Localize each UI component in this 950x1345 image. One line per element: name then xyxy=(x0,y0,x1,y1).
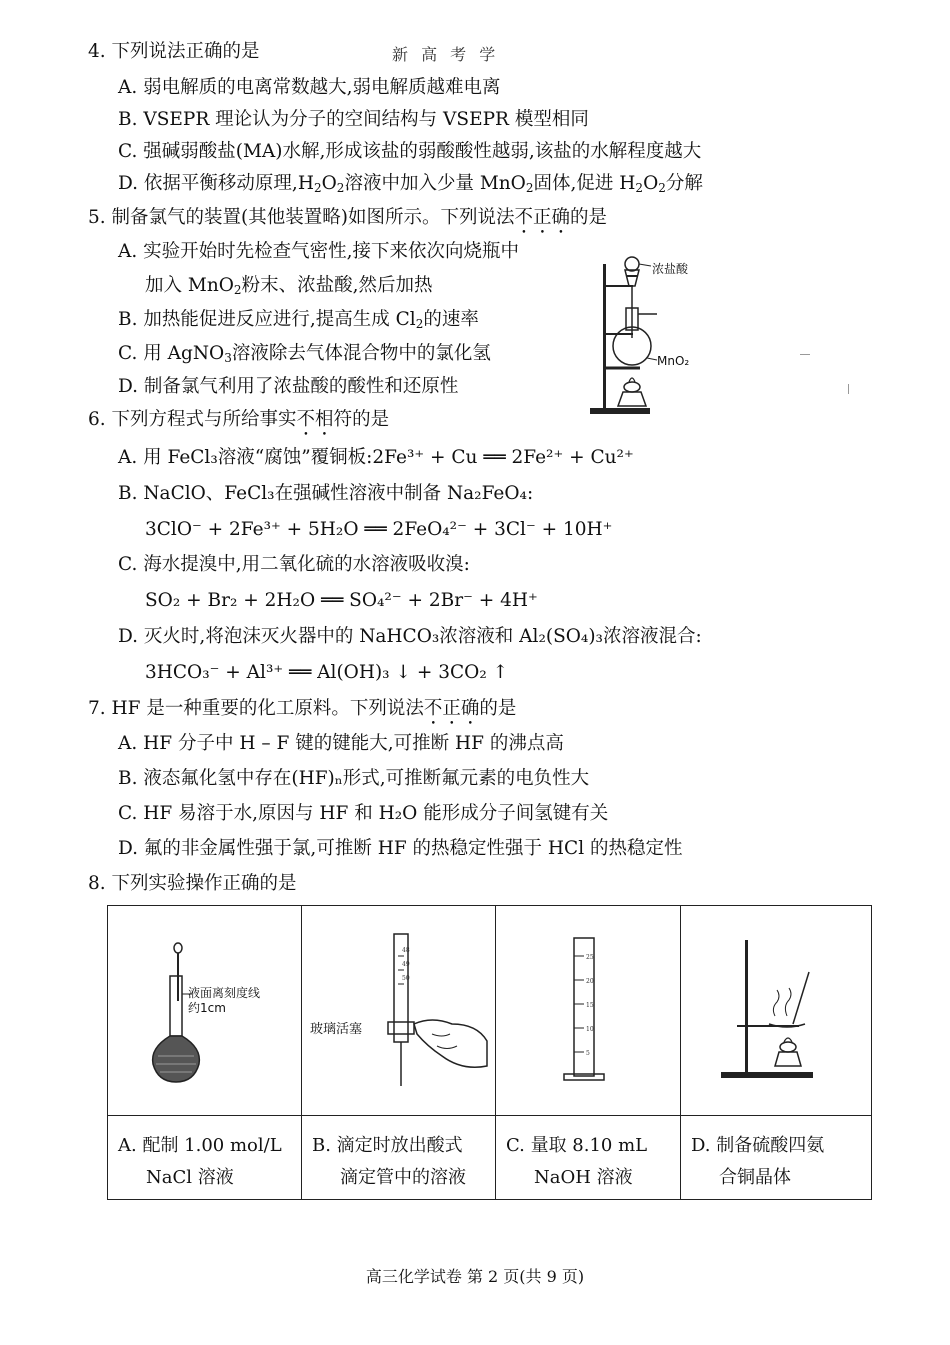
q5-option-a-line1: A. 实验开始时先检查气密性,接下来依次向烧瓶中 xyxy=(118,241,520,262)
q4-stem: 4. 下列说法正确的是 xyxy=(88,41,260,62)
q8-option-c-caption xyxy=(496,1115,681,1199)
q8-option-a-caption xyxy=(108,1115,302,1199)
q5-stem: 5. 制备氯气的装置(其他装置略)如图所示。下列说法不正确的是 xyxy=(88,207,607,228)
q6-option-d-equation: 3HCO₃⁻ + Al³⁺ ══ Al(OH)₃ ↓ + 3CO₂ ↑ xyxy=(145,662,509,683)
q8-option-b-caption xyxy=(302,1115,496,1199)
q8-figure-d-cell xyxy=(681,906,872,1116)
q5-option-a-line2: 加入 MnO$_2$粉末、浓盐酸,然后加热 xyxy=(145,275,433,297)
cylinder-tick-10: 10 xyxy=(586,1026,594,1033)
q8-c-caption-line2: NaOH 溶液 xyxy=(534,1166,633,1188)
q8-a-caption-line2: NaCl 溶液 xyxy=(146,1166,234,1188)
margin-mark xyxy=(800,354,810,355)
burette-tick-49: 49 xyxy=(402,961,410,968)
conc-hcl-label: 浓盐酸 xyxy=(652,262,689,276)
burette-tick-48: 48 xyxy=(402,947,410,954)
q4-option-b: B. VSEPR 理论认为分子的空间结构与 VSEPR 模型相同 xyxy=(118,109,589,130)
chlorine-apparatus-figure xyxy=(585,246,725,426)
q7-stem: 7. HF 是一种重要的化工原料。下列说法不正确的是 xyxy=(88,698,517,719)
cylinder-tick-15: 15 xyxy=(586,1002,594,1009)
q4-option-a: A. 弱电解质的电离常数越大,弱电解质越难电离 xyxy=(118,77,501,98)
cylinder-tick-20: 20 xyxy=(586,978,594,985)
margin-mark xyxy=(848,384,849,394)
graduated-cylinder-drawing xyxy=(496,906,680,1106)
q6-option-c: C. 海水提溴中,用二氧化硫的水溶液吸收溴: xyxy=(118,554,470,575)
q8-stem: 8. 下列实验操作正确的是 xyxy=(88,873,297,894)
q8-a-caption-line1: A. 配制 1.00 mol/L xyxy=(118,1134,282,1156)
q8-d-caption-line2: 合铜晶体 xyxy=(719,1166,791,1188)
q4-option-c: C. 强碱弱酸盐(MA)水解,形成该盐的弱酸酸性越弱,该盐的水解程度越大 xyxy=(118,141,702,162)
q7-option-b: B. 液态氟化氢中存在(HF)ₙ形式,可推断氟元素的电负性大 xyxy=(118,768,590,789)
q8-c-caption-line1: C. 量取 8.10 mL xyxy=(506,1134,648,1156)
q8-options-table xyxy=(107,905,872,1200)
q4-option-d: D. 依据平衡移动原理$,H_2O_2$溶液中加入少量 MnO$_2$固体,促进 $H_2O_2$分解 xyxy=(118,173,703,195)
stamp-text: 新 高 考 学 xyxy=(392,45,500,64)
glass-stopcock-label: 玻璃活塞 xyxy=(310,1022,363,1037)
page-footer: 高三化学试卷 第 2 页(共 9 页) xyxy=(365,1267,585,1286)
cylinder-tick-25: 25 xyxy=(586,954,594,961)
q6-option-a: A. 用 FeCl₃溶液“腐蚀”覆铜板:2Fe³⁺ + Cu ══ 2Fe²⁺ + Cu²⁺ xyxy=(118,447,634,468)
q5-option-c: C. 用 AgNO$_3$溶液除去气体混合物中的氯化氢 xyxy=(118,343,491,365)
cylinder-tick-5: 5 xyxy=(586,1050,590,1057)
burette-tick-50: 50 xyxy=(402,975,410,982)
q8-figure-a-cell xyxy=(108,906,302,1116)
q7-option-a: A. HF 分子中 H – F 键的键能大,可推断 HF 的沸点高 xyxy=(118,733,564,754)
q6-stem: 6. 下列方程式与所给事实不相符的是 xyxy=(88,409,390,430)
q6-option-c-equation: SO₂ + Br₂ + 2H₂O ══ SO₄²⁻ + 2Br⁻ + 4H⁺ xyxy=(145,590,538,611)
q8-d-caption-line1: D. 制备硫酸四氨 xyxy=(691,1134,825,1156)
q6-option-b-equation: 3ClO⁻ + 2Fe³⁺ + 5H₂O ══ 2FeO₄²⁻ + 3Cl⁻ + 10H⁺ xyxy=(145,519,613,540)
q8-b-caption-line1: B. 滴定时放出酸式 xyxy=(312,1134,463,1156)
q5-option-b: B. 加热能促进反应进行,提高生成 $Cl_2$的速率 xyxy=(118,309,479,331)
q8-figure-b-cell xyxy=(302,906,496,1116)
q8-b-caption-line2: 滴定管中的溶液 xyxy=(340,1166,466,1188)
mno2-label: MnO₂ xyxy=(657,354,690,368)
q7-option-c: C. HF 易溶于水,原因与 HF 和 H₂O 能形成分子间氢键有关 xyxy=(118,803,609,824)
q8-figure-c-cell xyxy=(496,906,681,1116)
q7-option-d: D. 氟的非金属性强于氯,可推断 HF 的热稳定性强于 HCl 的热稳定性 xyxy=(118,838,683,859)
evaporation-setup-drawing xyxy=(681,906,871,1106)
burette-drawing xyxy=(302,906,495,1106)
q6-option-d: D. 灭火时,将泡沫灭火器中的 NaHCO₃浓溶液和 Al₂(SO₄)₃浓溶液混合: xyxy=(118,626,702,647)
q5-option-d: D. 制备氯气利用了浓盐酸的酸性和还原性 xyxy=(118,376,459,397)
q8-option-d-caption xyxy=(681,1115,872,1199)
flask-level-label: 液面离刻度线约1cm xyxy=(188,986,261,1015)
q6-option-b: B. NaClO、FeCl₃在强碱性溶液中制备 Na₂FeO₄: xyxy=(118,483,534,504)
